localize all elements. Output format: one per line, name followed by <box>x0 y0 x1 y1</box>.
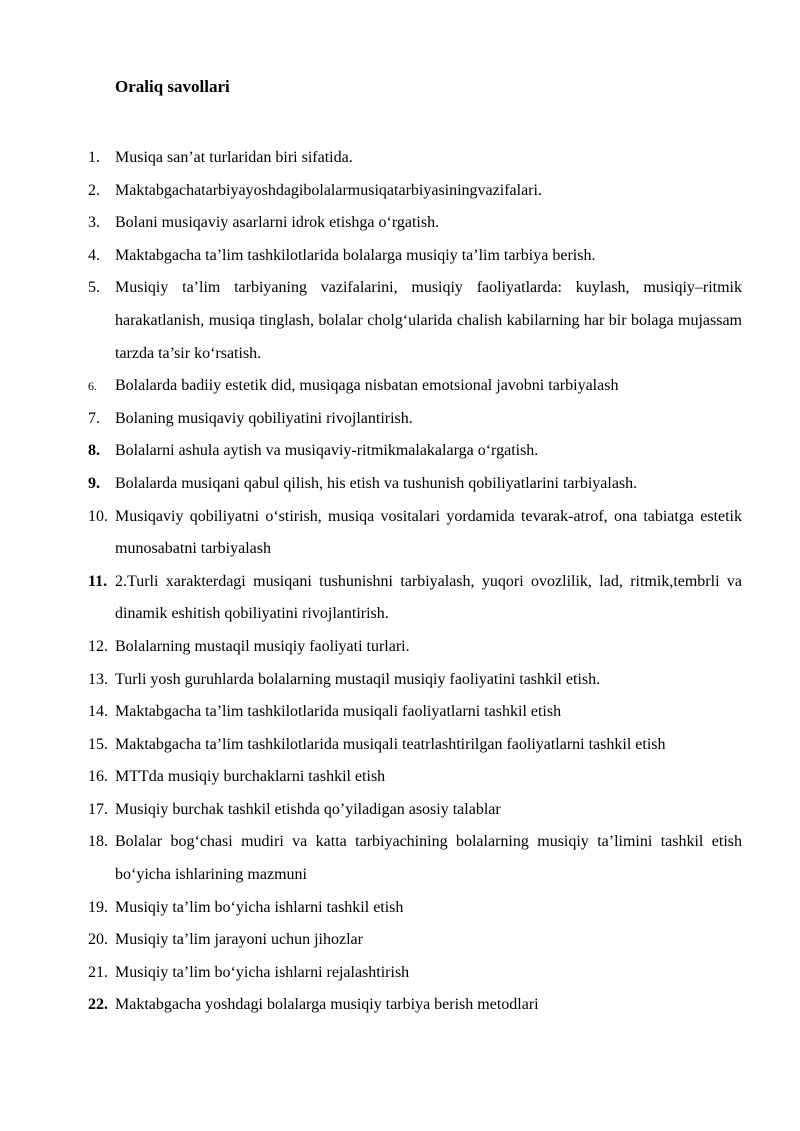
item-number: 14. <box>88 703 108 721</box>
item-text: Bolani musiqaviy asarlarni idrok etishga o‘rgatish. <box>115 214 440 232</box>
item-number: 16. <box>88 768 108 786</box>
item-text: Bolalarni ashula aytish va musiqaviy-ritmikmalakalarga o‘rgatish. <box>115 442 539 460</box>
list-item-14 <box>88 696 742 729</box>
item-text: Bolalarda badiiy estetik did, musiqaga nisbatan emotsional javobni tarbiyalash <box>115 377 619 395</box>
item-number: 11. <box>88 572 108 590</box>
list-item-5 <box>88 272 742 370</box>
item-number: 13. <box>88 670 108 688</box>
item-text: Maktabgacha ta’lim tashkilotlarida musiqali faoliyatlarni tashkil etish <box>115 703 562 721</box>
question-list <box>88 142 742 1022</box>
list-item-21 <box>88 957 742 990</box>
item-text: Musiqiy ta’lim tarbiyaning vazifalarini, musiqiy faoliyatlarda: kuylash, musiqiy–ritmik harakatlanish, musiqa tinglash, bolalar cholg‘ularida chalish kabilarning har bir bolaga mujassam tarzda ta’sir ko‘rsatish. <box>115 279 742 362</box>
item-text: Musiqa san’at turlaridan biri sifatida. <box>115 149 353 166</box>
item-number: 4. <box>88 246 100 264</box>
item-number: 2. <box>88 181 100 199</box>
page-title: Oraliq savollari <box>115 77 230 96</box>
item-number: 22. <box>88 996 108 1014</box>
item-text: Maktabgachatarbiyayoshdagibolalarmusiqatarbiyasiningvazifalari. <box>115 181 542 199</box>
item-text: MTTda musiqiy burchaklarni tashkil etish <box>115 768 386 786</box>
list-item-11 <box>88 566 742 631</box>
item-number: 12. <box>88 637 108 655</box>
item-text: 2.Turli xarakterdagi musiqani tushunishni tarbiyalash, yuqori ovozlilik, lad, ritmik,tembrli va dinamik eshitish qobiliyatini rivojlantirish. <box>115 572 742 623</box>
item-number: 6. <box>88 379 97 394</box>
item-text: Musiqiy ta’lim bo‘yicha ishlarni rejalashtirish <box>115 963 410 981</box>
item-text: Musiqiy ta’lim jarayoni uchun jihozlar <box>115 931 363 949</box>
list-item-8 <box>88 435 742 468</box>
list-item-7 <box>88 403 742 436</box>
list-item-12 <box>88 631 742 664</box>
item-number: 8. <box>88 442 100 460</box>
item-text: Musiqiy ta’lim bo‘yicha ishlarni tashkil etish <box>115 898 404 916</box>
list-item-18 <box>88 826 742 891</box>
item-text: Maktabgacha ta’lim tashkilotlarida bolalarga musiqiy ta’lim tarbiya berish. <box>115 246 596 264</box>
list-item-9 <box>88 468 742 501</box>
item-text: Bolaning musiqaviy qobiliyatini rivojlantirish. <box>115 409 413 427</box>
item-text: Turli yosh guruhlarda bolalarning mustaqil musiqiy faoliyatini tashkil etish. <box>115 670 601 688</box>
item-text: Maktabgacha yoshdagi bolalarga musiqiy tarbiya berish metodlari <box>115 996 539 1014</box>
item-number: 19. <box>88 898 108 916</box>
item-number: 10. <box>88 507 108 525</box>
list-item-20 <box>88 924 742 957</box>
list-item-3 <box>88 207 742 240</box>
item-text: Musiqiy burchak tashkil etishda qo’yiladigan asosiy talablar <box>115 800 501 818</box>
list-item-16 <box>88 761 742 794</box>
item-number: 5. <box>88 279 100 297</box>
item-number: 17. <box>88 800 108 818</box>
list-item-15 <box>88 729 742 762</box>
item-number: 1. <box>88 149 100 166</box>
item-text: Bolalarda musiqani qabul qilish, his etish va tushunish qobiliyatlarini tarbiyalash. <box>115 474 638 492</box>
list-item-1 <box>88 142 742 175</box>
item-text: Bolalarning mustaqil musiqiy faoliyati turlari. <box>115 637 410 655</box>
list-item-6 <box>88 370 742 403</box>
item-number: 3. <box>88 214 100 232</box>
item-number: 20. <box>88 931 108 949</box>
item-number: 9. <box>88 474 100 492</box>
list-item-19 <box>88 892 742 925</box>
list-item-10 <box>88 501 742 566</box>
item-number: 7. <box>88 409 100 427</box>
item-text: Musiqaviy qobiliyatni o‘stirish, musiqa vositalari yordamida tevarak-atrof, ona tabiatga estetik munosabatni tarbiyalash <box>115 507 742 558</box>
item-number: 18. <box>88 833 108 851</box>
item-number: 15. <box>88 735 108 753</box>
item-number: 21. <box>88 963 108 981</box>
list-item-2 <box>88 175 742 208</box>
item-text: Bolalar bog‘chasi mudiri va katta tarbiyachining bolalarning musiqiy ta’limini tashkil etish bo‘yicha ishlarining mazmuni <box>115 833 742 884</box>
list-item-17 <box>88 794 742 827</box>
list-item-22 <box>88 989 742 1022</box>
item-text: Maktabgacha ta’lim tashkilotlarida musiqali teatrlashtirilgan faoliyatlarni tashkil etish <box>115 735 666 753</box>
list-item-13 <box>88 664 742 697</box>
list-item-4 <box>88 240 742 273</box>
